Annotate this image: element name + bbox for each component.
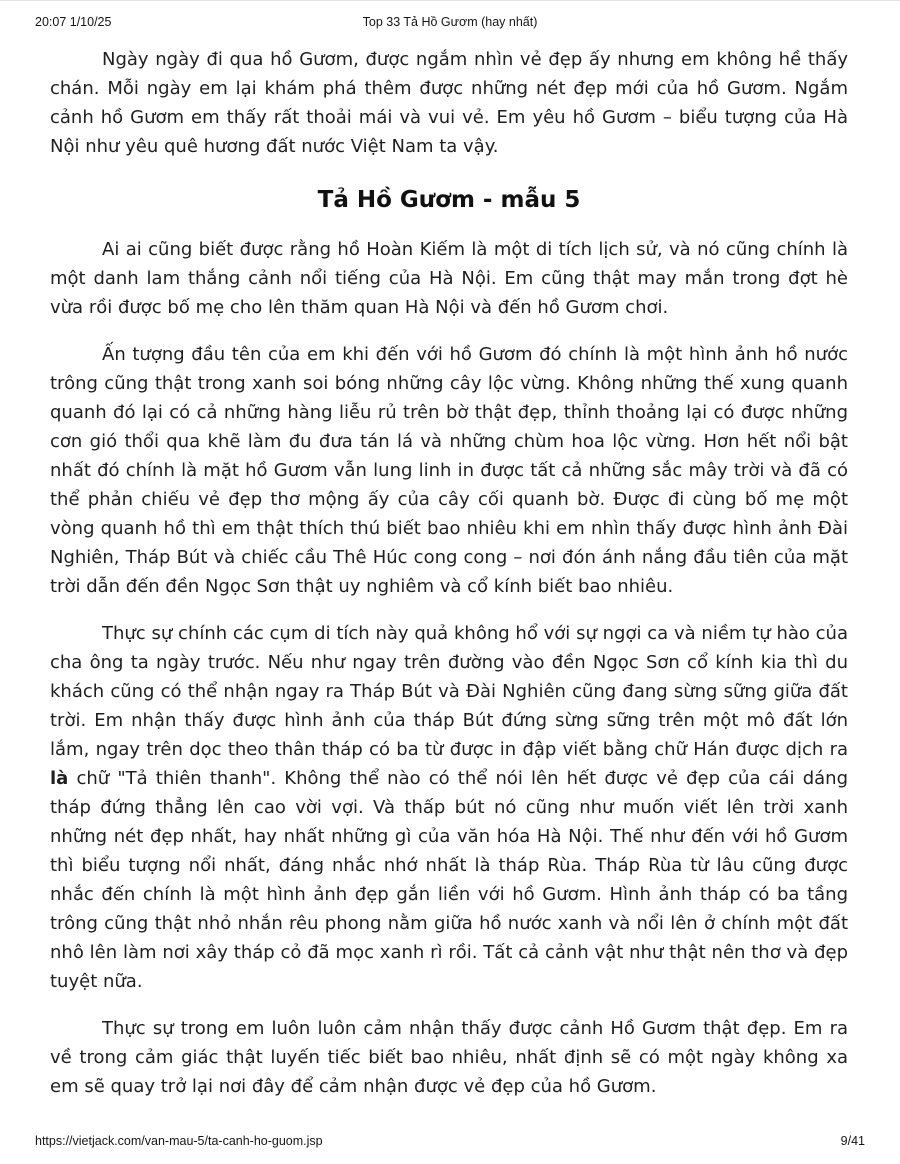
essay-paragraph-2: Ai ai cũng biết được rằng hồ Hoàn Kiếm là một di tích lịch sử, và nó cũng chính là một danh lam thắng cảnh nổi tiếng của Hà Nội. Em cũng thật may mắn trong đợt hè vừa rồi được bố mẹ cho lên thăm quan Hà Nội và đến hồ Gươm chơi. — [50, 239, 848, 318]
essay-paragraph-4-bold-word: là — [50, 768, 69, 789]
essay-paragraph-4 — [50, 619, 848, 996]
essay-heading: Tả Hồ Gươm - mẫu 5 — [317, 187, 581, 213]
print-header — [35, 15, 865, 33]
print-footer — [35, 1134, 865, 1148]
source-url: https://vietjack.com/van-mau-5/ta-canh-ho-guom.jsp — [35, 1134, 323, 1148]
essay-paragraph-4-text-after: chữ "Tả thiên thanh". Không thể nào có thể nói lên hết được vẻ đẹp của cái dáng tháp đứng thẳng lên cao vời vợi. Và thấp bút nó cũng như muốn viết lên trời xanh những nét đẹp nhất, hay nhất những gì của văn hóa Hà Nội. Thế như đến với hồ Gươm thì biểu tượng nổi nhất, đáng nhắc nhớ nhất là tháp Rùa. Tháp Rùa từ lâu cũng được nhắc đến chính là một hình ảnh đẹp gắn liền với hồ Gươm. Hình ảnh tháp có ba tầng trông cũng thật nhỏ nhắn rêu phong nằm giữa hồ nước xanh và nổi lên ở chính một đất nhô lên làm nơi xây tháp cỏ đã mọc xanh rì rồi. Tất cả cảnh vật như thật nên thơ và đẹp tuyệt nữa. — [50, 768, 848, 992]
essay-content — [50, 45, 848, 1119]
essay-paragraph-5: Thực sự trong em luôn luôn cảm nhận thấy được cảnh Hồ Gươm thật đẹp. Em ra về trong cảm giác thật luyến tiếc biết bao nhiêu, nhất định sẽ có một ngày không xa em sẽ quay trở lại nơi đây để cảm nhận được vẻ đẹp của hồ Gươm. — [50, 1018, 848, 1097]
page-number: 9/41 — [840, 1134, 865, 1148]
print-title: Top 33 Tả Hồ Gươm (hay nhất) — [362, 15, 538, 29]
essay-paragraph-4-text-before: Thực sự chính các cụm di tích này quả không hổ với sự ngợi ca và niềm tự hào của cha ông ta ngày trước. Nếu như ngay trên đường vào đền Ngọc Sơn cổ kính kia thì du khách cũng có thể nhận ngay ra Tháp Bút và Đài Nghiên cũng đang sừng sững giữa đất trời. Em nhận thấy được hình ảnh của tháp Bút đứng sừng sững trên một mô đất lớn lắm, ngay trên dọc theo thân tháp có ba từ được in đập viết bằng chữ Hán được dịch ra — [50, 623, 848, 760]
essay-paragraph-1: Ngày ngày đi qua hồ Gươm, được ngắm nhìn vẻ đẹp ấy nhưng em không hề thấy chán. Mỗi ngày em lại khám phá thêm được những nét đẹp mới của hồ Gươm. Ngắm cảnh hồ Gươm em thấy rất thoải mái và vui vẻ. Em yêu hồ Gươm – biểu tượng của Hà Nội như yêu quê hương đất nước Việt Nam ta vậy. — [50, 49, 848, 157]
essay-paragraph-3: Ấn tượng đầu tên của em khi đến với hồ Gươm đó chính là một hình ảnh hồ nước trông cũng thật trong xanh soi bóng những cây lộc vừng. Không những thế xung quanh quanh đó lại có cả những hàng liễu rủ trên bờ thật đẹp, thỉnh thoảng lại có được những cơn gió thổi qua khẽ làm đu đưa tán lá và những chùm hoa lộc vừng. Hơn hết nổi bật nhất đó chính là mặt hồ Gươm vẫn lung linh in được tất cả những sắc mây trời và đã có thể phản chiếu vẻ đẹp thơ mộng ấy của cây cối quanh bờ. Được đi cùng bố mẹ một vòng quanh hồ thì em thật thích thú biết bao nhiêu khi em nhìn thấy được hình ảnh Đài Nghiên, Tháp Bút và chiếc cầu Thê Húc cong cong – nơi đón ánh nắng đầu tiên của mặt trời dẫn đến đền Ngọc Sơn thật uy nghiêm và cổ kính biết bao nhiêu. — [50, 344, 848, 597]
print-timestamp: 20:07 1/10/25 — [35, 15, 112, 29]
